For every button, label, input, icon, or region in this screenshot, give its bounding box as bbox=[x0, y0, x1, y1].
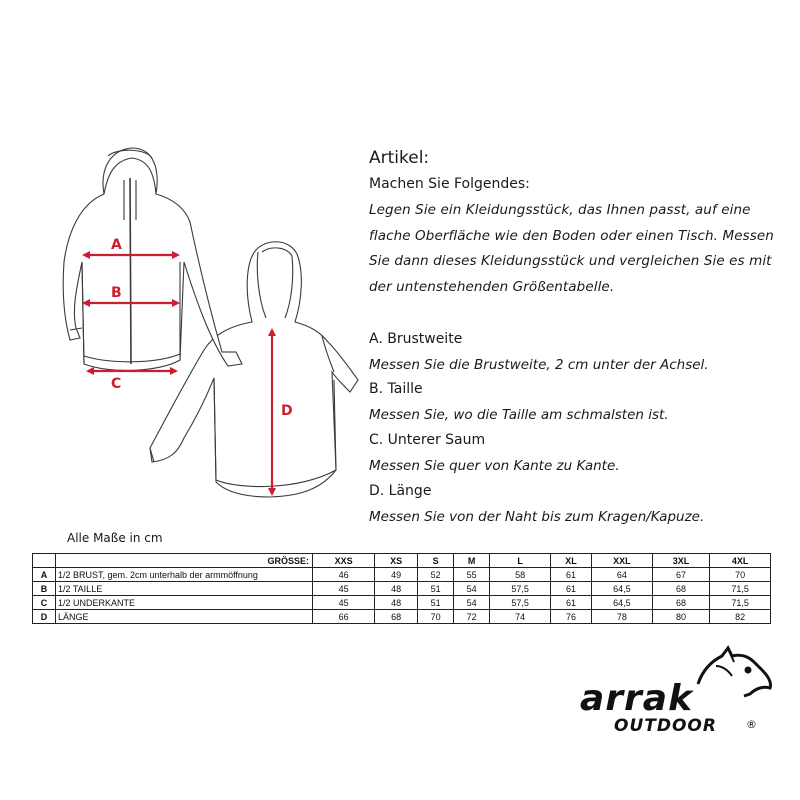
brand-line-2: OUTDOOR bbox=[614, 716, 717, 736]
table-cell: 49 bbox=[375, 568, 418, 582]
row-label: 1/2 UNDERKANTE bbox=[56, 596, 313, 610]
table-cell: 78 bbox=[592, 610, 653, 624]
table-cell: 68 bbox=[652, 582, 709, 596]
table-header-label: GRÖSSE: bbox=[56, 554, 313, 568]
table-cell: 51 bbox=[418, 582, 454, 596]
measure-a-title: A. Brustweite bbox=[369, 331, 463, 347]
table-row bbox=[33, 568, 771, 582]
instructions-paragraph bbox=[369, 198, 774, 300]
row-key: D bbox=[33, 610, 56, 624]
arrak-outdoor-logo bbox=[578, 640, 778, 740]
measure-c-title: C. Unterer Saum bbox=[369, 432, 486, 448]
table-header-key bbox=[33, 554, 56, 568]
measure-a-text: Messen Sie die Brustweite, 2 cm unter der Achsel. bbox=[369, 357, 709, 373]
table-cell: 55 bbox=[454, 568, 490, 582]
table-cell: 54 bbox=[454, 596, 490, 610]
size-header: XS bbox=[375, 554, 418, 568]
table-cell: 82 bbox=[710, 610, 771, 624]
table-cell: 61 bbox=[550, 596, 591, 610]
table-cell: 68 bbox=[375, 610, 418, 624]
table-cell: 70 bbox=[418, 610, 454, 624]
label-a: A bbox=[111, 237, 122, 253]
table-cell: 80 bbox=[652, 610, 709, 624]
table-cell: 48 bbox=[375, 582, 418, 596]
table-cell: 52 bbox=[418, 568, 454, 582]
measure-c-text: Messen Sie quer von Kante zu Kante. bbox=[369, 458, 620, 474]
table-cell: 71,5 bbox=[710, 582, 771, 596]
table-cell: 68 bbox=[652, 596, 709, 610]
size-table bbox=[32, 553, 771, 624]
size-header: XXL bbox=[592, 554, 653, 568]
table-cell: 57,5 bbox=[490, 596, 551, 610]
label-c: C bbox=[111, 376, 122, 392]
row-key: A bbox=[33, 568, 56, 582]
table-cell: 61 bbox=[550, 568, 591, 582]
table-cell: 46 bbox=[313, 568, 375, 582]
table-cell: 45 bbox=[313, 582, 375, 596]
row-label: 1/2 TAILLE bbox=[56, 582, 313, 596]
label-b: B bbox=[111, 285, 122, 301]
table-cell: 45 bbox=[313, 596, 375, 610]
table-cell: 64,5 bbox=[592, 582, 653, 596]
table-cell: 71,5 bbox=[710, 596, 771, 610]
row-label: LÄNGE bbox=[56, 610, 313, 624]
table-cell: 54 bbox=[454, 582, 490, 596]
table-cell: 74 bbox=[490, 610, 551, 624]
size-header: 4XL bbox=[710, 554, 771, 568]
table-cell: 58 bbox=[490, 568, 551, 582]
size-header: S bbox=[418, 554, 454, 568]
row-key: B bbox=[33, 582, 56, 596]
row-label: 1/2 BRUST, gem. 2cm unterhalb der armmöffnung bbox=[56, 568, 313, 582]
table-header-row bbox=[33, 554, 771, 568]
measure-b-text: Messen Sie, wo die Taille am schmalsten ist. bbox=[369, 407, 669, 423]
article-subtitle: Machen Sie Folgendes: bbox=[369, 176, 530, 192]
size-header: 3XL bbox=[652, 554, 709, 568]
registered-mark: ® bbox=[746, 718, 757, 731]
table-cell: 61 bbox=[550, 582, 591, 596]
instructions-line: Sie dann dieses Kleidungsstück und vergleichen Sie es mit bbox=[369, 253, 772, 270]
article-title: Artikel: bbox=[369, 148, 430, 168]
table-cell: 76 bbox=[550, 610, 591, 624]
table-cell: 67 bbox=[652, 568, 709, 582]
label-d: D bbox=[281, 403, 293, 419]
measure-d-title: D. Länge bbox=[369, 483, 432, 499]
brand-line-1: arrak bbox=[580, 678, 694, 719]
size-header: M bbox=[454, 554, 490, 568]
table-row bbox=[33, 582, 771, 596]
units-note: Alle Maße in cm bbox=[67, 531, 163, 545]
instructions-line: Legen Sie ein Kleidungsstück, das Ihnen passt, auf eine bbox=[369, 202, 751, 218]
table-row bbox=[33, 596, 771, 610]
size-header: L bbox=[490, 554, 551, 568]
table-cell: 72 bbox=[454, 610, 490, 624]
table-cell: 48 bbox=[375, 596, 418, 610]
size-header: XXS bbox=[313, 554, 375, 568]
table-cell: 51 bbox=[418, 596, 454, 610]
measure-d-text: Messen Sie von der Naht bis zum Kragen/Kapuze. bbox=[369, 509, 705, 525]
instructions-line: flache Oberfläche wie den Boden oder einen Tisch. Messen bbox=[369, 227, 774, 244]
row-key: C bbox=[33, 596, 56, 610]
table-cell: 57,5 bbox=[490, 582, 551, 596]
measure-b-title: B. Taille bbox=[369, 381, 423, 397]
table-cell: 70 bbox=[710, 568, 771, 582]
instructions-line: der untenstehenden Größentabelle. bbox=[369, 278, 615, 295]
table-cell: 66 bbox=[313, 610, 375, 624]
table-row bbox=[33, 610, 771, 624]
size-header: XL bbox=[550, 554, 591, 568]
jacket-front-view bbox=[63, 148, 242, 370]
table-cell: 64 bbox=[592, 568, 653, 582]
husky-head-icon bbox=[698, 648, 771, 696]
table-cell: 64,5 bbox=[592, 596, 653, 610]
